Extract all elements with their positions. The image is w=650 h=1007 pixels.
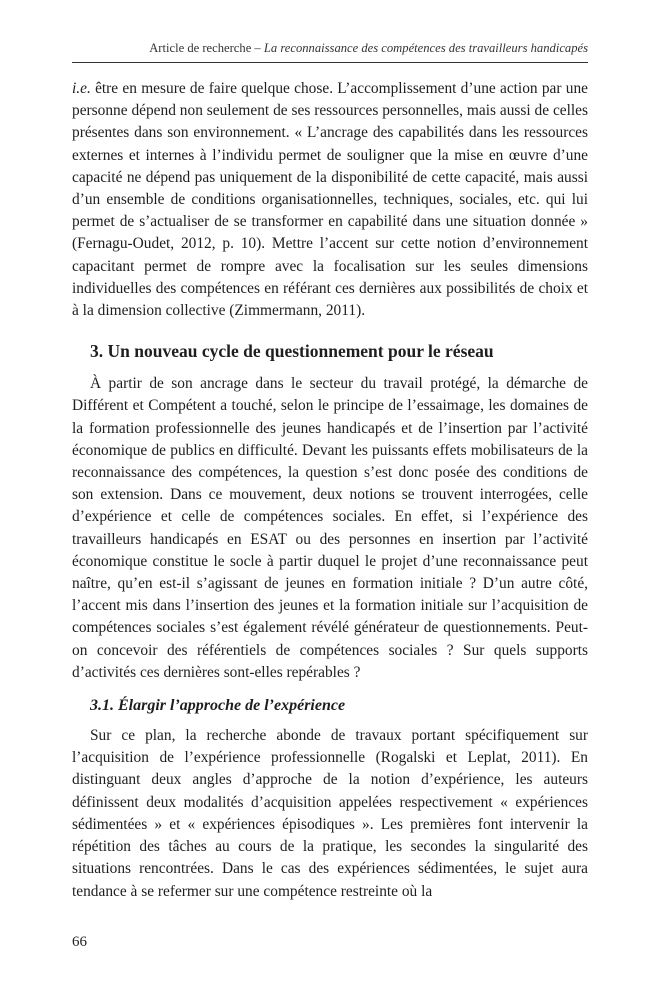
header-rule xyxy=(72,62,588,63)
page-number: 66 xyxy=(72,934,87,950)
running-header xyxy=(72,41,588,56)
paragraph-capabilities xyxy=(72,78,588,322)
paragraph-section-3-1: Sur ce plan, la recherche abonde de travaux portant spécifiquement sur l’acquisition de l’expérience professionnelle (Rogalski et Leplat, 2011). En distinguant deux angles d’approche de la notion d’expérience, les auteurs définissent deux modalités d’acquisition appelées respectivement « expériences sédimentées » et « expériences épisodiques ». Les premières font intervenir la répétition des tâches au cours de la pratique, les secondes la singularité des situations rencontrées. Dans le cas des expériences sédimentées, le sujet aura tendance à se refermer sur une compétence restreinte où la xyxy=(72,727,588,900)
paragraph-text: être en mesure de faire quelque chose. L’accomplissement d’une action par une personne dépend non seulement de ses ressources personnelles, mais aussi de celles présentes dans son environnement. « L’ancrage des capabilités dans les ressources externes et internes à l’individu permet de souligner que la mise en œuvre d’une capacité ne dépend pas uniquement de la disponibilité de cette capacité, mais aussi d’un ensemble de conditions organisationnelles, techniques, sociales, etc. qui lui permet de s’actualiser de se transformer en capabilité dans une situation donnée » (Fernagu-Oudet, 2012, p. 10). Mettre l’accent sur cette notion d’environnement capacitant permet de rompre avec la focalisation sur les seules dimensions individuelles des compétences en référant ces dernières aux possibilités de choix et à la dimension collective (Zimmermann, 2011). xyxy=(72,80,588,320)
running-header-title: La reconnaissance des compétences des travailleurs handicapés xyxy=(263,41,588,55)
paragraph-lead-italic: i.e. xyxy=(72,80,91,97)
subsection-heading: 3.1. Élargir l’approche de l’expérience xyxy=(90,697,346,715)
section-heading: 3. Un nouveau cycle de questionnement pour le réseau xyxy=(90,341,494,362)
paragraph-section-3: À partir de son ancrage dans le secteur du travail protégé, la démarche de Différent et Compétent a touché, selon le principe de l’essaimage, les domaines de la formation professionnelle des jeunes handicapés et de l’insertion par l’activité économique de publics en difficulté. Devant les puissants effets mobilisateurs de la reconnaissance des compétences, la question s’est donc posée des conditions de son extension. Dans ce mouvement, deux notions se trouvent interrogées, celle d’expérience et celle de compétences sociales. En effet, si l’expérience des travailleurs handicapés en ESAT ou des personnes en insertion par l’activité économique constitue le socle à partir duquel le projet d’une reconnaissance peut naître, qu’en est-il s’agissant de jeunes en formation initiale ? D’un autre côté, l’accent mis dans l’insertion des jeunes et la formation initiale sur l’acquisition de compétences sociales s’est également révélé générateur de questionnements. Peut-on concevoir des référentiels de compétences sociales ? Sur quels supports d’activités ces dernières sont-elles repérables ? xyxy=(72,375,588,681)
article-body xyxy=(72,78,588,903)
running-header-prefix: Article de recherche – xyxy=(149,41,264,55)
